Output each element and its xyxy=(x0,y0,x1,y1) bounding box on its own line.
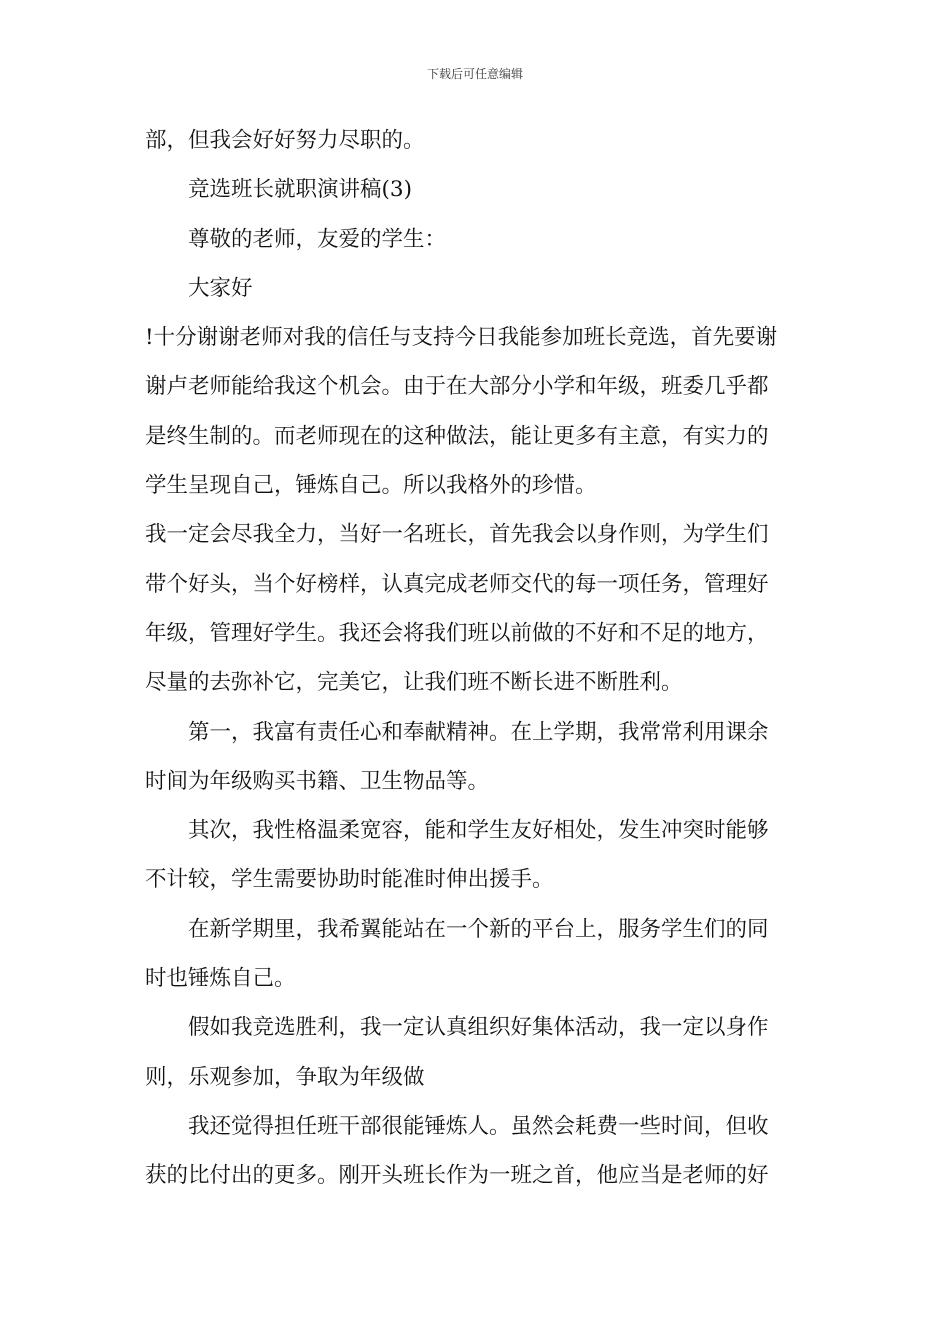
text-line: 是终生制的。而老师现在的这种做法，能让更多有主意，有实力的 xyxy=(145,423,769,449)
page-header: 下载后可任意编辑 xyxy=(426,67,523,81)
text-line: 带个好头，当个好榜样，认真完成老师交代的每一项任务，管理好 xyxy=(145,571,769,597)
section-title: 竞选班长就职演讲稿(3) xyxy=(188,177,412,203)
text-line: 其次，我性格温柔宽容，能和学生友好相处，发生冲突时能够 xyxy=(188,818,769,844)
text-line: 时间为年级购买书籍、卫生物品等。 xyxy=(145,768,490,794)
salutation: 尊敬的老师，友爱的学生： xyxy=(188,226,447,252)
text-line: 我一定会尽我全力，当好一名班长，首先我会以身作则，为学生们 xyxy=(145,522,769,548)
text-line: 部，但我会好好努力尽职的。 xyxy=(145,128,425,153)
text-line: 时也锤炼自己。 xyxy=(145,966,296,992)
text-line: !十分谢谢老师对我的信任与支持今日我能参加班长竞选，首先要谢 xyxy=(145,325,778,351)
text-line: 在新学期里，我希翼能站在一个新的平台上，服务学生们的同 xyxy=(188,916,769,942)
text-line: 则，乐观参加，争取为年级做 xyxy=(145,1064,425,1090)
greeting: 大家好 xyxy=(188,275,253,301)
text-line: 不计较，学生需要协助时能准时伸出援手。 xyxy=(145,867,554,893)
text-line: 第一，我富有责任心和奉献精神。在上学期，我常常利用课余 xyxy=(188,719,769,745)
text-line: 获的比付出的更多。刚开头班长作为一班之首，他应当是老师的好 xyxy=(145,1163,769,1189)
text-line: 假如我竞选胜利，我一定认真组织好集体活动，我一定以身作 xyxy=(188,1015,769,1041)
text-line: 我还觉得担任班干部很能锤炼人。虽然会耗费一些时间，但收 xyxy=(188,1113,769,1139)
document-body xyxy=(145,126,810,1211)
text-line: 学生呈现自己，锤炼自己。所以我格外的珍惜。 xyxy=(145,473,597,499)
text-line: 尽量的去弥补它，完美它，让我们班不断长进不断胜利。 xyxy=(145,670,683,696)
text-line: 谢卢老师能给我这个机会。由于在大部分小学和年级，班委几乎都 xyxy=(145,374,769,400)
text-line: 年级，管理好学生。我还会将我们班以前做的不好和不足的地方， xyxy=(145,620,769,646)
